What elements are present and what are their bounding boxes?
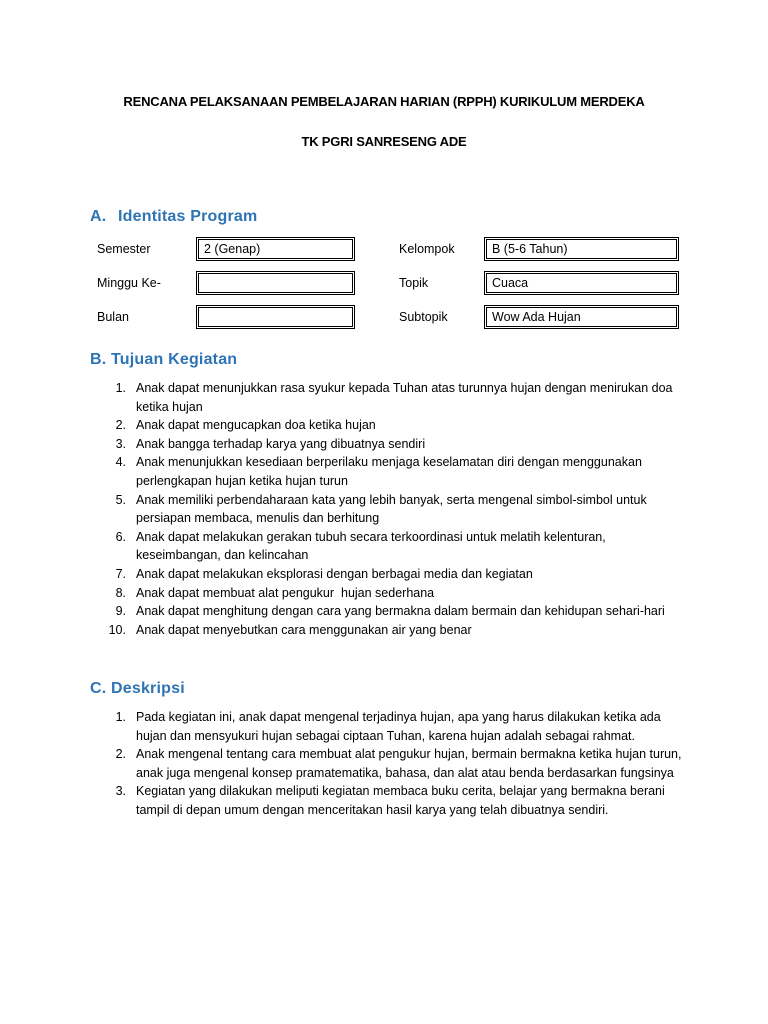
minggu-field[interactable] (196, 271, 355, 295)
list-item (104, 745, 684, 782)
list-text: Anak mengenal tentang cara membuat alat pengukur hujan, bermain bermakna ketika hujan turun, anak juga mengenal konsep pramatematika, bahasa, dan alat atau benda berdasarkan fungsinya (136, 747, 682, 780)
list-item (104, 491, 684, 528)
section-b-title: Tujuan Kegiatan (111, 351, 238, 368)
bulan-label: Bulan (97, 310, 129, 324)
list-number: 1. (115, 381, 126, 395)
subtopik-label: Subtopik (399, 310, 448, 324)
list-text: Pada kegiatan ini, anak dapat mengenal terjadinya hujan, apa yang harus dilakukan ketika ada hujan dan mensyukuri hujan sebagai ciptaan Tuhan, karena hujan adalah sebagai rahmat. (136, 710, 661, 743)
list-text: Anak dapat menyebutkan cara menggunakan air yang benar (136, 622, 472, 637)
subtopik-field[interactable]: Wow Ada Hujan (484, 305, 679, 329)
list-text: Kegiatan yang dilakukan meliputi kegiatan membaca buku cerita, belajar yang bermakna berani tampil di depan umum dengan menceritakan hasil karya yang telah dibuatnya sendiri. (136, 784, 665, 817)
list-item (104, 782, 684, 819)
list-text: Anak dapat melakukan gerakan tubuh secara terkoordinasi untuk melatih kelenturan, keseimbangan, dan kelincahan (136, 529, 606, 563)
list-text: Anak dapat melakukan eksplorasi dengan berbagai media dan kegiatan (136, 566, 533, 581)
section-c-letter: C. (90, 680, 107, 697)
list-number: 4. (115, 455, 126, 470)
list-number: 1. (115, 710, 126, 724)
list-item (104, 584, 684, 603)
document-title: RENCANA PELAKSANAAN PEMBELAJARAN HARIAN (RPPH) KURIKULUM MERDEKA (123, 94, 645, 109)
list-number: 9. (115, 604, 126, 619)
section-a-heading (90, 208, 257, 226)
list-item (104, 435, 684, 454)
list-number: 2. (115, 418, 126, 433)
school-name: TK PGRI SANRESENG ADE (301, 134, 467, 149)
list-number: 8. (115, 585, 126, 600)
section-a-letter: A. (90, 208, 107, 225)
semester-field[interactable]: 2 (Genap) (196, 237, 355, 261)
list-number: 7. (115, 566, 126, 581)
section-c-title: Deskripsi (111, 680, 185, 697)
list-text: Anak menunjukkan kesediaan berperilaku menjaga keselamatan diri dengan menggunakan perlengkapan hujan ketika hujan turun (136, 455, 642, 488)
list-number: 5. (115, 492, 126, 507)
list-text: Anak dapat mengucapkan doa ketika hujan (136, 418, 376, 433)
list-number: 6. (115, 529, 126, 544)
list-text: Anak dapat menunjukkan rasa syukur kepada Tuhan atas turunnya hujan dengan menirukan doa ketika hujan (136, 381, 673, 414)
list-item (104, 416, 684, 435)
list-text: Anak dapat menghitung dengan cara yang bermakna dalam bermain dan kehidupan sehari-hari (136, 604, 665, 619)
list-number: 3. (115, 784, 126, 799)
topik-label: Topik (399, 276, 429, 290)
deskripsi-list (104, 708, 684, 820)
section-b-heading (90, 351, 237, 369)
section-b-letter: B. (90, 351, 107, 368)
kelompok-label: Kelompok (399, 242, 455, 256)
list-item (104, 379, 684, 416)
list-item (104, 621, 684, 640)
list-item (104, 528, 684, 565)
kelompok-field[interactable]: B (5-6 Tahun) (484, 237, 679, 261)
section-a-title: Identitas Program (118, 208, 258, 225)
list-item (104, 708, 684, 745)
list-number: 2. (115, 747, 126, 762)
list-text: Anak memiliki perbendaharaan kata yang lebih banyak, serta mengenal simbol-simbol untuk persiapan membaca, menulis dan berhitung (136, 492, 647, 526)
list-item (104, 565, 684, 584)
minggu-label: Minggu Ke- (97, 276, 161, 290)
list-number: 3. (115, 436, 126, 451)
topik-field[interactable]: Cuaca (484, 271, 679, 295)
bulan-field[interactable] (196, 305, 355, 329)
list-text: Anak bangga terhadap karya yang dibuatnya sendiri (136, 436, 426, 451)
semester-label: Semester (97, 242, 151, 256)
list-number: 10. (108, 622, 126, 637)
list-item (104, 453, 684, 490)
tujuan-list (104, 379, 684, 639)
list-text: Anak dapat membuat alat pengukur hujan sederhana (136, 585, 435, 600)
section-c-heading (90, 680, 185, 698)
list-item (104, 602, 684, 621)
